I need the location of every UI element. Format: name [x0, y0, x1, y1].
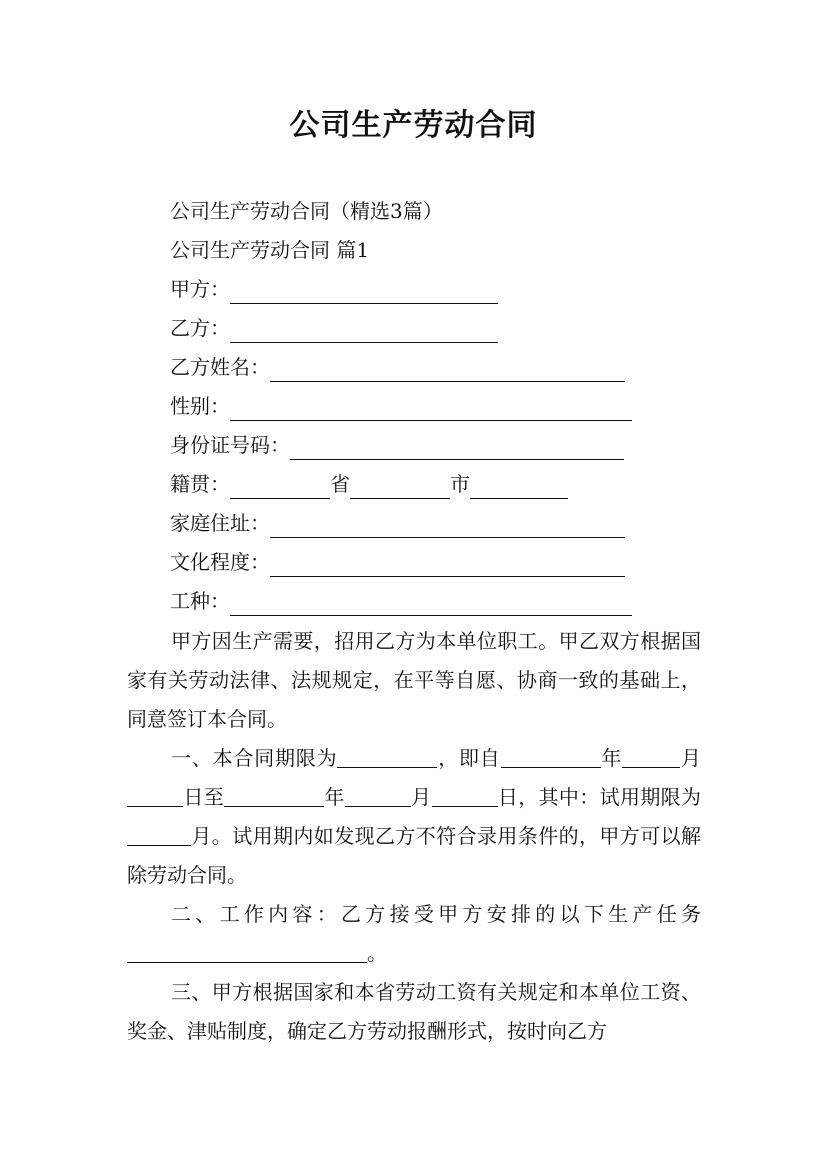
gender-blank[interactable]	[230, 398, 632, 421]
clause-1-text-5: 日至	[183, 785, 225, 809]
clause-1-text-6: 年	[324, 785, 345, 809]
id-number-field	[170, 430, 624, 460]
party-a-blank[interactable]	[230, 281, 498, 304]
home-address-label: 家庭住址：	[170, 511, 270, 535]
clause-1-text-3: 年	[600, 746, 623, 770]
gender-label: 性别：	[170, 394, 230, 418]
gender-field	[170, 391, 632, 421]
origin-label: 籍贯：	[170, 472, 230, 496]
party-b-name-field	[170, 352, 625, 382]
start-year-blank[interactable]	[501, 743, 601, 768]
work-content-blank[interactable]	[127, 938, 367, 963]
job-type-label: 工种：	[170, 589, 230, 613]
clause-1-paragraph	[127, 739, 701, 895]
home-address-field	[170, 508, 625, 538]
section-heading-text: 公司生产劳动合同 篇1	[170, 238, 370, 262]
clause-3-paragraph: 三、甲方根据国家和本省劳动工资有关规定和本单位工资、奖金、津贴制度，确定乙方劳动报酬形式，按时向乙方	[127, 980, 701, 1043]
city-blank[interactable]	[350, 476, 450, 499]
county-blank[interactable]	[470, 476, 568, 499]
education-label: 文化程度：	[170, 550, 270, 574]
end-year-blank[interactable]	[224, 782, 324, 807]
party-b-field	[170, 313, 498, 343]
party-b-label: 乙方：	[170, 316, 230, 340]
start-day-blank[interactable]	[127, 782, 183, 807]
id-number-blank[interactable]	[290, 437, 624, 460]
clause-1-text-7: 月	[410, 785, 432, 809]
origin-field	[170, 469, 568, 499]
id-number-label: 身份证号码：	[170, 433, 290, 457]
city-label: 市	[450, 472, 470, 496]
job-type-blank[interactable]	[230, 593, 632, 616]
end-month-blank[interactable]	[345, 782, 411, 807]
start-month-blank[interactable]	[622, 743, 680, 768]
intro-paragraph: 甲方因生产需要，招用乙方为本单位职工。甲乙双方根据国家有关劳动法律、法规规定，在平等自愿、协商一致的基础上，同意签订本合同。	[127, 629, 701, 731]
contract-term-blank[interactable]	[337, 743, 437, 768]
party-b-name-label: 乙方姓名：	[170, 355, 270, 379]
clause-1-text-1: 一、本合同期限为	[171, 746, 338, 770]
education-field	[170, 547, 625, 577]
clause-1-text-4: 月	[680, 746, 702, 770]
clause-2-text-2: 。	[367, 941, 387, 965]
province-blank[interactable]	[230, 476, 330, 499]
subtitle-text: 公司生产劳动合同（精选3篇）	[170, 199, 443, 223]
party-a-label: 甲方：	[170, 277, 230, 301]
section-heading	[170, 235, 369, 265]
end-day-blank[interactable]	[432, 782, 498, 807]
clause-1-text-8: 日，其中：试用期限为	[497, 785, 702, 809]
job-type-field	[170, 586, 632, 616]
province-label: 省	[330, 472, 350, 496]
party-b-blank[interactable]	[230, 320, 498, 343]
clause-1-text-2: ，即自	[437, 746, 501, 770]
document-title: 公司生产劳动合同	[289, 108, 538, 143]
probation-month-blank[interactable]	[127, 821, 191, 846]
party-a-field	[170, 274, 498, 304]
clause-1-text-9: 月。试用期内如发现乙方不符合录用条件的，甲方可以解除劳动合同。	[127, 824, 701, 887]
party-b-name-blank[interactable]	[270, 359, 625, 382]
education-blank[interactable]	[270, 554, 625, 577]
clause-2-text-1: 二、工作内容：乙方接受甲方安排的以下生产任务	[171, 902, 701, 926]
home-address-blank[interactable]	[270, 515, 625, 538]
clause-2-paragraph	[127, 895, 701, 973]
document-subtitle	[170, 196, 443, 226]
